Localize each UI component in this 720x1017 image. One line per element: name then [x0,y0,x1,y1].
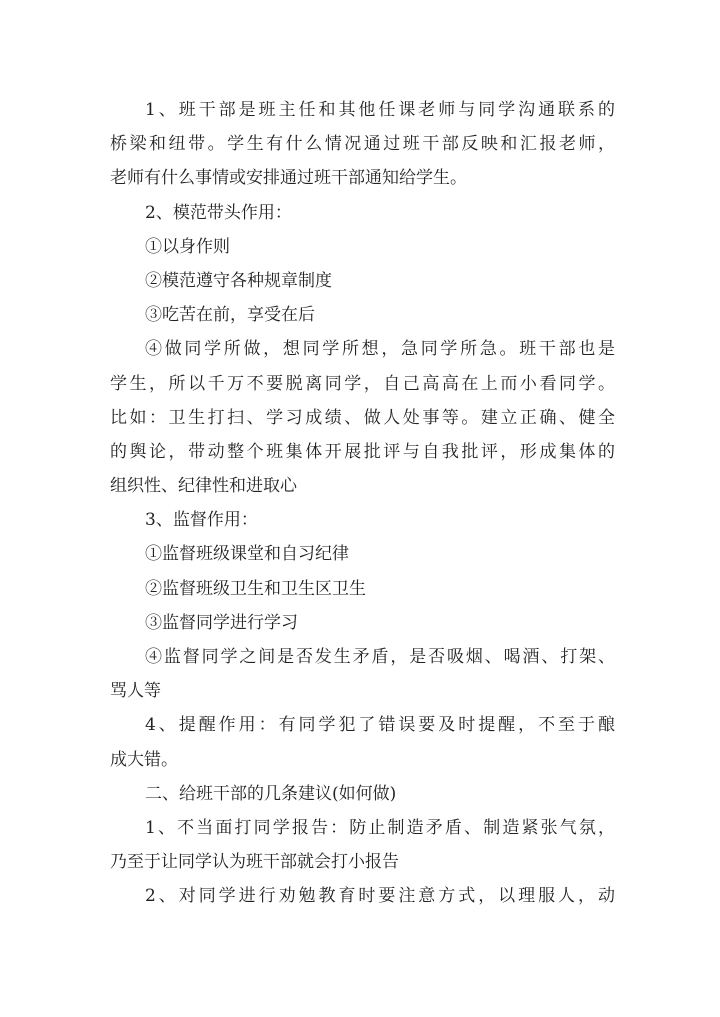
paragraph-line [110,93,615,127]
paragraph-line [110,435,615,469]
text-line-21: 二、给班干部的几条建议(如何做) [145,783,397,804]
list-item [110,537,615,571]
document-body [110,93,615,914]
text-line-20: 成大错。 [110,749,178,770]
list-item [110,264,615,298]
list-item [110,230,615,264]
text-line-19: 4、提醒作用：有同学犯了错误要及时提醒，不至于酿 [145,715,615,736]
text-line-8: ④做同学所做，想同学所想，急同学所急。班干部也是 [145,339,615,360]
paragraph-line [110,811,615,845]
list-item [110,298,615,332]
text-line-6: ②模范遵守各种规章制度 [145,270,332,291]
text-line-14: ①监督班级课堂和自习纪律 [145,544,349,565]
text-line-18: 骂人等 [110,681,161,702]
text-line-10: 比如：卫生打扫、学习成绩、做人处事等。建立正确、健全 [110,407,615,428]
list-item [110,606,615,640]
paragraph-line [110,469,615,503]
text-line-13: 3、监督作用： [145,510,258,531]
text-line-1: 1、班干部是班主任和其他任课老师与同学沟通联系的 [145,100,615,120]
paragraph-line [110,367,615,401]
text-line-11: 的舆论，带动整个班集体开展批评与自我批评，形成集体的 [110,441,615,462]
text-line-24: 2、对同学进行劝勉教育时要注意方式，以理服人，动 [145,886,615,907]
text-line-23: 乃至于让同学认为班干部就会打小报告 [110,852,399,873]
paragraph-line [110,161,615,195]
text-line-4: 2、模范带头作用： [145,202,292,223]
text-line-7: ③吃苦在前，享受在后 [145,305,315,326]
paragraph-line [110,127,615,161]
text-line-22: 1、不当面打同学报告：防止制造矛盾、制造紧张气氛， [145,817,615,838]
text-line-9: 学生，所以千万不要脱离同学，自己高高在上而小看同学。 [110,373,615,394]
paragraph-line [110,708,615,742]
text-line-16: ③监督同学进行学习 [145,612,298,633]
text-line-5: ①以身作则 [145,236,230,257]
list-item [110,572,615,606]
text-line-15: ②监督班级卫生和卫生区卫生 [145,578,366,599]
section-heading [110,196,615,230]
paragraph-line [110,332,615,366]
paragraph-line [110,743,615,777]
section-heading [110,503,615,537]
paragraph-line [110,845,615,879]
text-line-12: 组织性、纪律性和进取心 [110,476,297,497]
paragraph-line [110,674,615,708]
text-line-3: 老师有什么事情或安排通过班干部通知给学生。 [110,168,467,189]
list-item [110,640,615,674]
paragraph-line [110,401,615,435]
text-line-17: ④监督同学之间是否发生矛盾，是否吸烟、喝酒、打架、 [145,647,615,667]
paragraph-line [110,879,615,913]
text-line-2: 桥梁和纽带。学生有什么情况通过班干部反映和汇报老师， [110,134,615,155]
section-heading [110,777,615,811]
